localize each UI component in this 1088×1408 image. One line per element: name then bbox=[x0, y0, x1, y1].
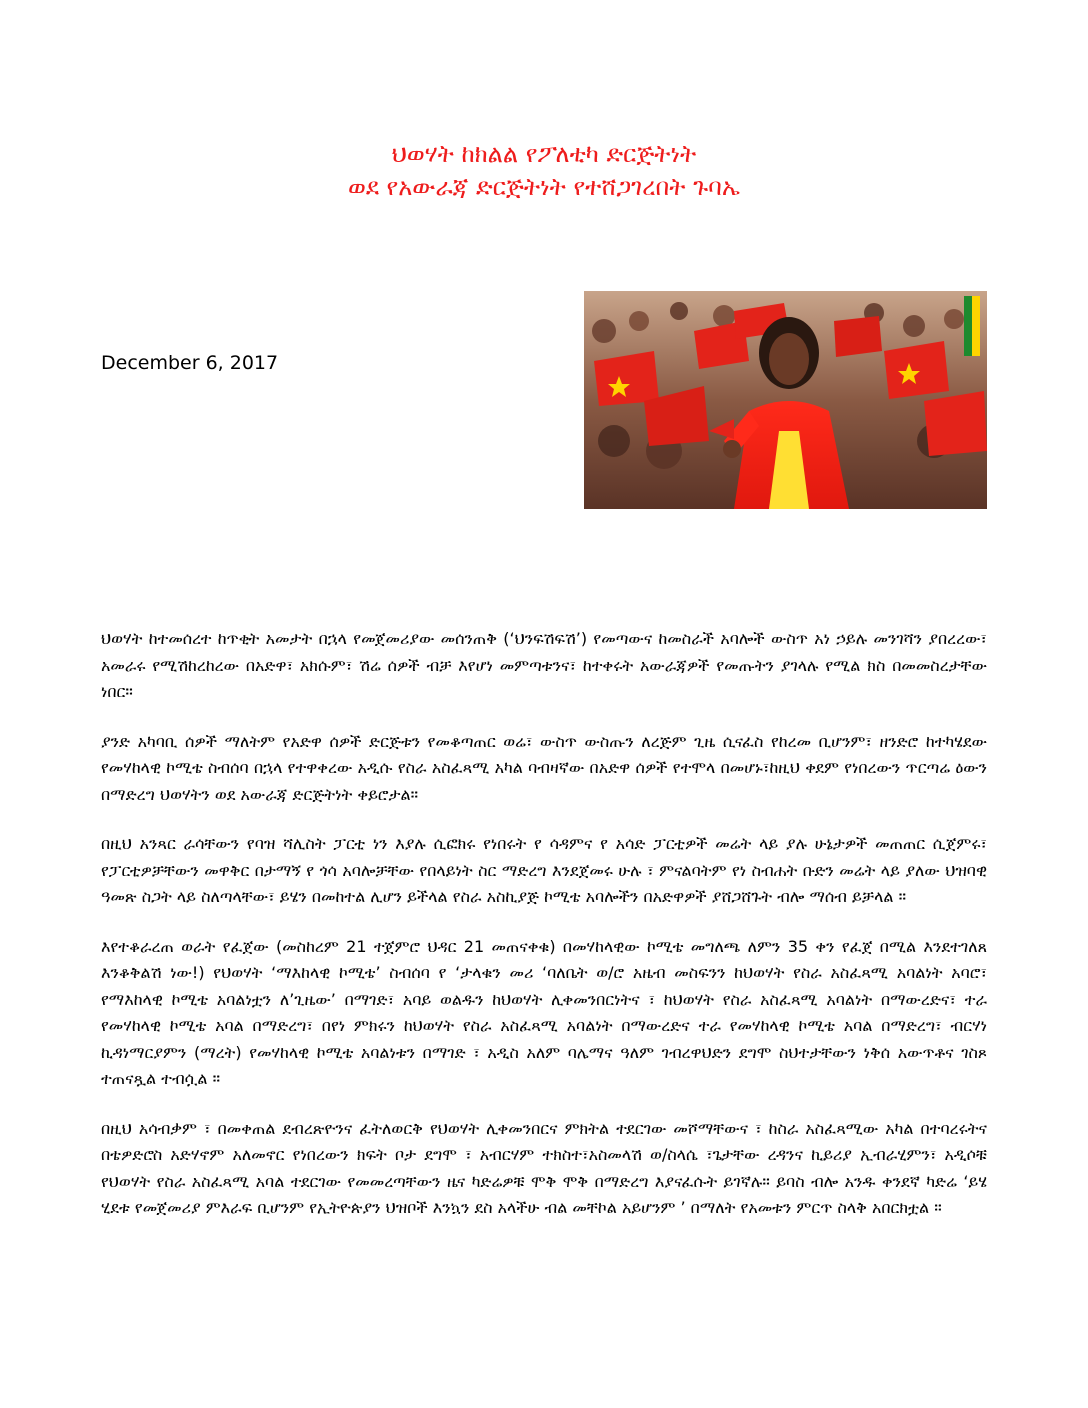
article-body bbox=[101, 626, 987, 1245]
publication-date: December 6, 2017 bbox=[101, 352, 279, 374]
title-line-1: ህወሃት ከክልል የፖለቲካ ድርጅትነት bbox=[391, 140, 697, 168]
document-title bbox=[0, 138, 1088, 204]
paragraph: ህወሃት ከተመሰረተ ከጥቂት አመታት በኋላ የመጀመሪያው መሰንጠቅ (‘ህንፍሽፍሽ’) የመጣውና ከመስራች አባሎች ውስጥ አነ ኃይሉ መንገሻን ያበረረው፣ አመራሩ የሚሽከረከረው በአድዋ፣ አክሱም፣ ሽሬ ሰዎች ብቻ እየሆነ መምጣቱንና፣ ከተቀሩት አውራጃዎች የመጡትን ያገላሉ የሚል ክስ በመመስረታቸው ነበር። bbox=[101, 629, 987, 701]
title-line-2: ወደ የአውራጃ ድርጅትነት የተሸጋገረበት ጉባኤ bbox=[347, 173, 741, 201]
paragraph: በዚህ አንጻር ራሳቸውን የባዝ ሻሊስት ፓርቲ ነን እያሉ ሲፎክሩ የነበሩት የ ሳዳምና የ አሳድ ፓርቲዎች መሬት ላይ ያሉ ሁኔታዎች መጠጠር ሲጀምሩ፣ የፓርቲዎቻቸውን መዋቅር በታማኝ የ ጎሳ አባሎቻቸው የበላይነት ስር ማድረግ እንደጀመሩ ሁሉ ፣ ምናልባትም የነ ስብሐት ቡድን መሬት ላይ ያለው ህዝባዊ ዓመጽ ስጋት ላይ ስለጣላቸው፣ ይሄን በመከተል ሊሆን ይችላል የስራ አስኪያጅ ኮሚቴ አባሎችን በአድዋዎች ያሸጋሸጉት ብሎ ማሰብ ይቻላል ። bbox=[101, 834, 987, 906]
rally-photo bbox=[584, 291, 987, 509]
paragraph: እየተቆራረጠ ወራት የፈጀው (መስከረም 21 ተጀምሮ ህዳር 21 መጠናቀቁ) በመሃከላዊው ኮሚቴ መግለጫ ለምን 35 ቀን የፈጀ በሚል እንደተገለጸ እንቆቅልሽ ነው!) የህወሃት ‘ማእከላዊ ኮሚቴ’ ስብሰባ የ ‘ታላቁን መሪ ‘ባለቤት ወ/ሮ አዜብ መስፍንን ከህወሃት የስራ አስፈጻሚ አባልነት አባሮ፣ የማእከላዊ ኮሚቴ አባልነቷን ለ’ጊዜው’ በማገድ፣ አባይ ወልዱን ከህወሃት ሊቀመንበርነትና ፣ ከህወሃት የስራ አስፈጻሚ አባልነት በማውረድና፣ ተራ የመሃከላዊ ኮሚቴ አባል በማድረግ፣ በየነ ምክሩን ከህወሃት የስራ አስፈጻሚ አባልነት በማውረድና ተራ የመሃከላዊ ኮሚቴ አባል በማድረግ፣ ብርሃነ ኪዳነማርያምን (ማረት) የመሃከላዊ ኮሚቴ አባልነቱን በማገድ ፣ አዲስ አለም ባሌማና ዓለም ገብረዋህድን ደግሞ ስህተታቸውን ነቅሰ አውጥቶና ገስጾ ተጠናጿል ተብሷል ። bbox=[101, 936, 987, 1088]
paragraph: ያንድ አካባቢ ሰዎች ማለትም የአድዋ ሰዎች ድርጅቱን የመቆጣጠር ወሬ፣ ውስጥ ውስጡን ለረጅም ጊዜ ሲናፈስ የከረመ ቢሆንም፣ ዘንድሮ ከተካሄደው የመሃከላዊ ኮሚቴ ስብሰባ በኋላ የተዋቀረው አዲሱ የስራ አስፈጻሚ አካል ባብዛኛው በአድዋ ሰዎች የተሞላ በመሆኑ፣ከዚህ ቀደም የነበረውን ጥርጣሬ ዕውን በማድረግ ህወሃትን ወደ አውራጃ ድርጅትነት ቀይሮታል። bbox=[101, 731, 987, 804]
paragraph: በዚህ አሳብቃም ፣ በመቀጠል ደብረጽዮንና ፈትለወርቅ የህወሃት ሊቀመንበርና ምክትል ተደርገው መሾማቸውና ፣ ከስራ አስፈጻሚው አካል በተባረሩትና በቴዎድሮስ አድሃኖም አለመኖር የነበረውን ክፍት ቦታ ደግሞ ፣ አብርሃም ተክስተ፣አስመላሽ ወ/ስላሴ ፣ጌታቸው ረዳንና ኪይሪያ ኢብራሂምን፣ አዲሶቹ የህወሃት የስራ አስፈጻሚ አባል ተደርገው የመመረጣቸውን ዜና ካድሬዎቹ ሞቅ ሞቅ በማድረግ እያናፈሱት ይገኛሉ። ይባስ ብሎ አንዱ ቀንደኛ ካድሬ ‘ይሄ ሂደቱ የመጀመሪያ ምእራፍ ቢሆንም የኢትዮጵያን ህዝቦች እንኳን ደስ አላችሁ ብል መቸኮል አይሆንም ’ በማለት የአመቱን ምርጥ ስላቅ አበርክቷል ። bbox=[101, 1118, 987, 1217]
